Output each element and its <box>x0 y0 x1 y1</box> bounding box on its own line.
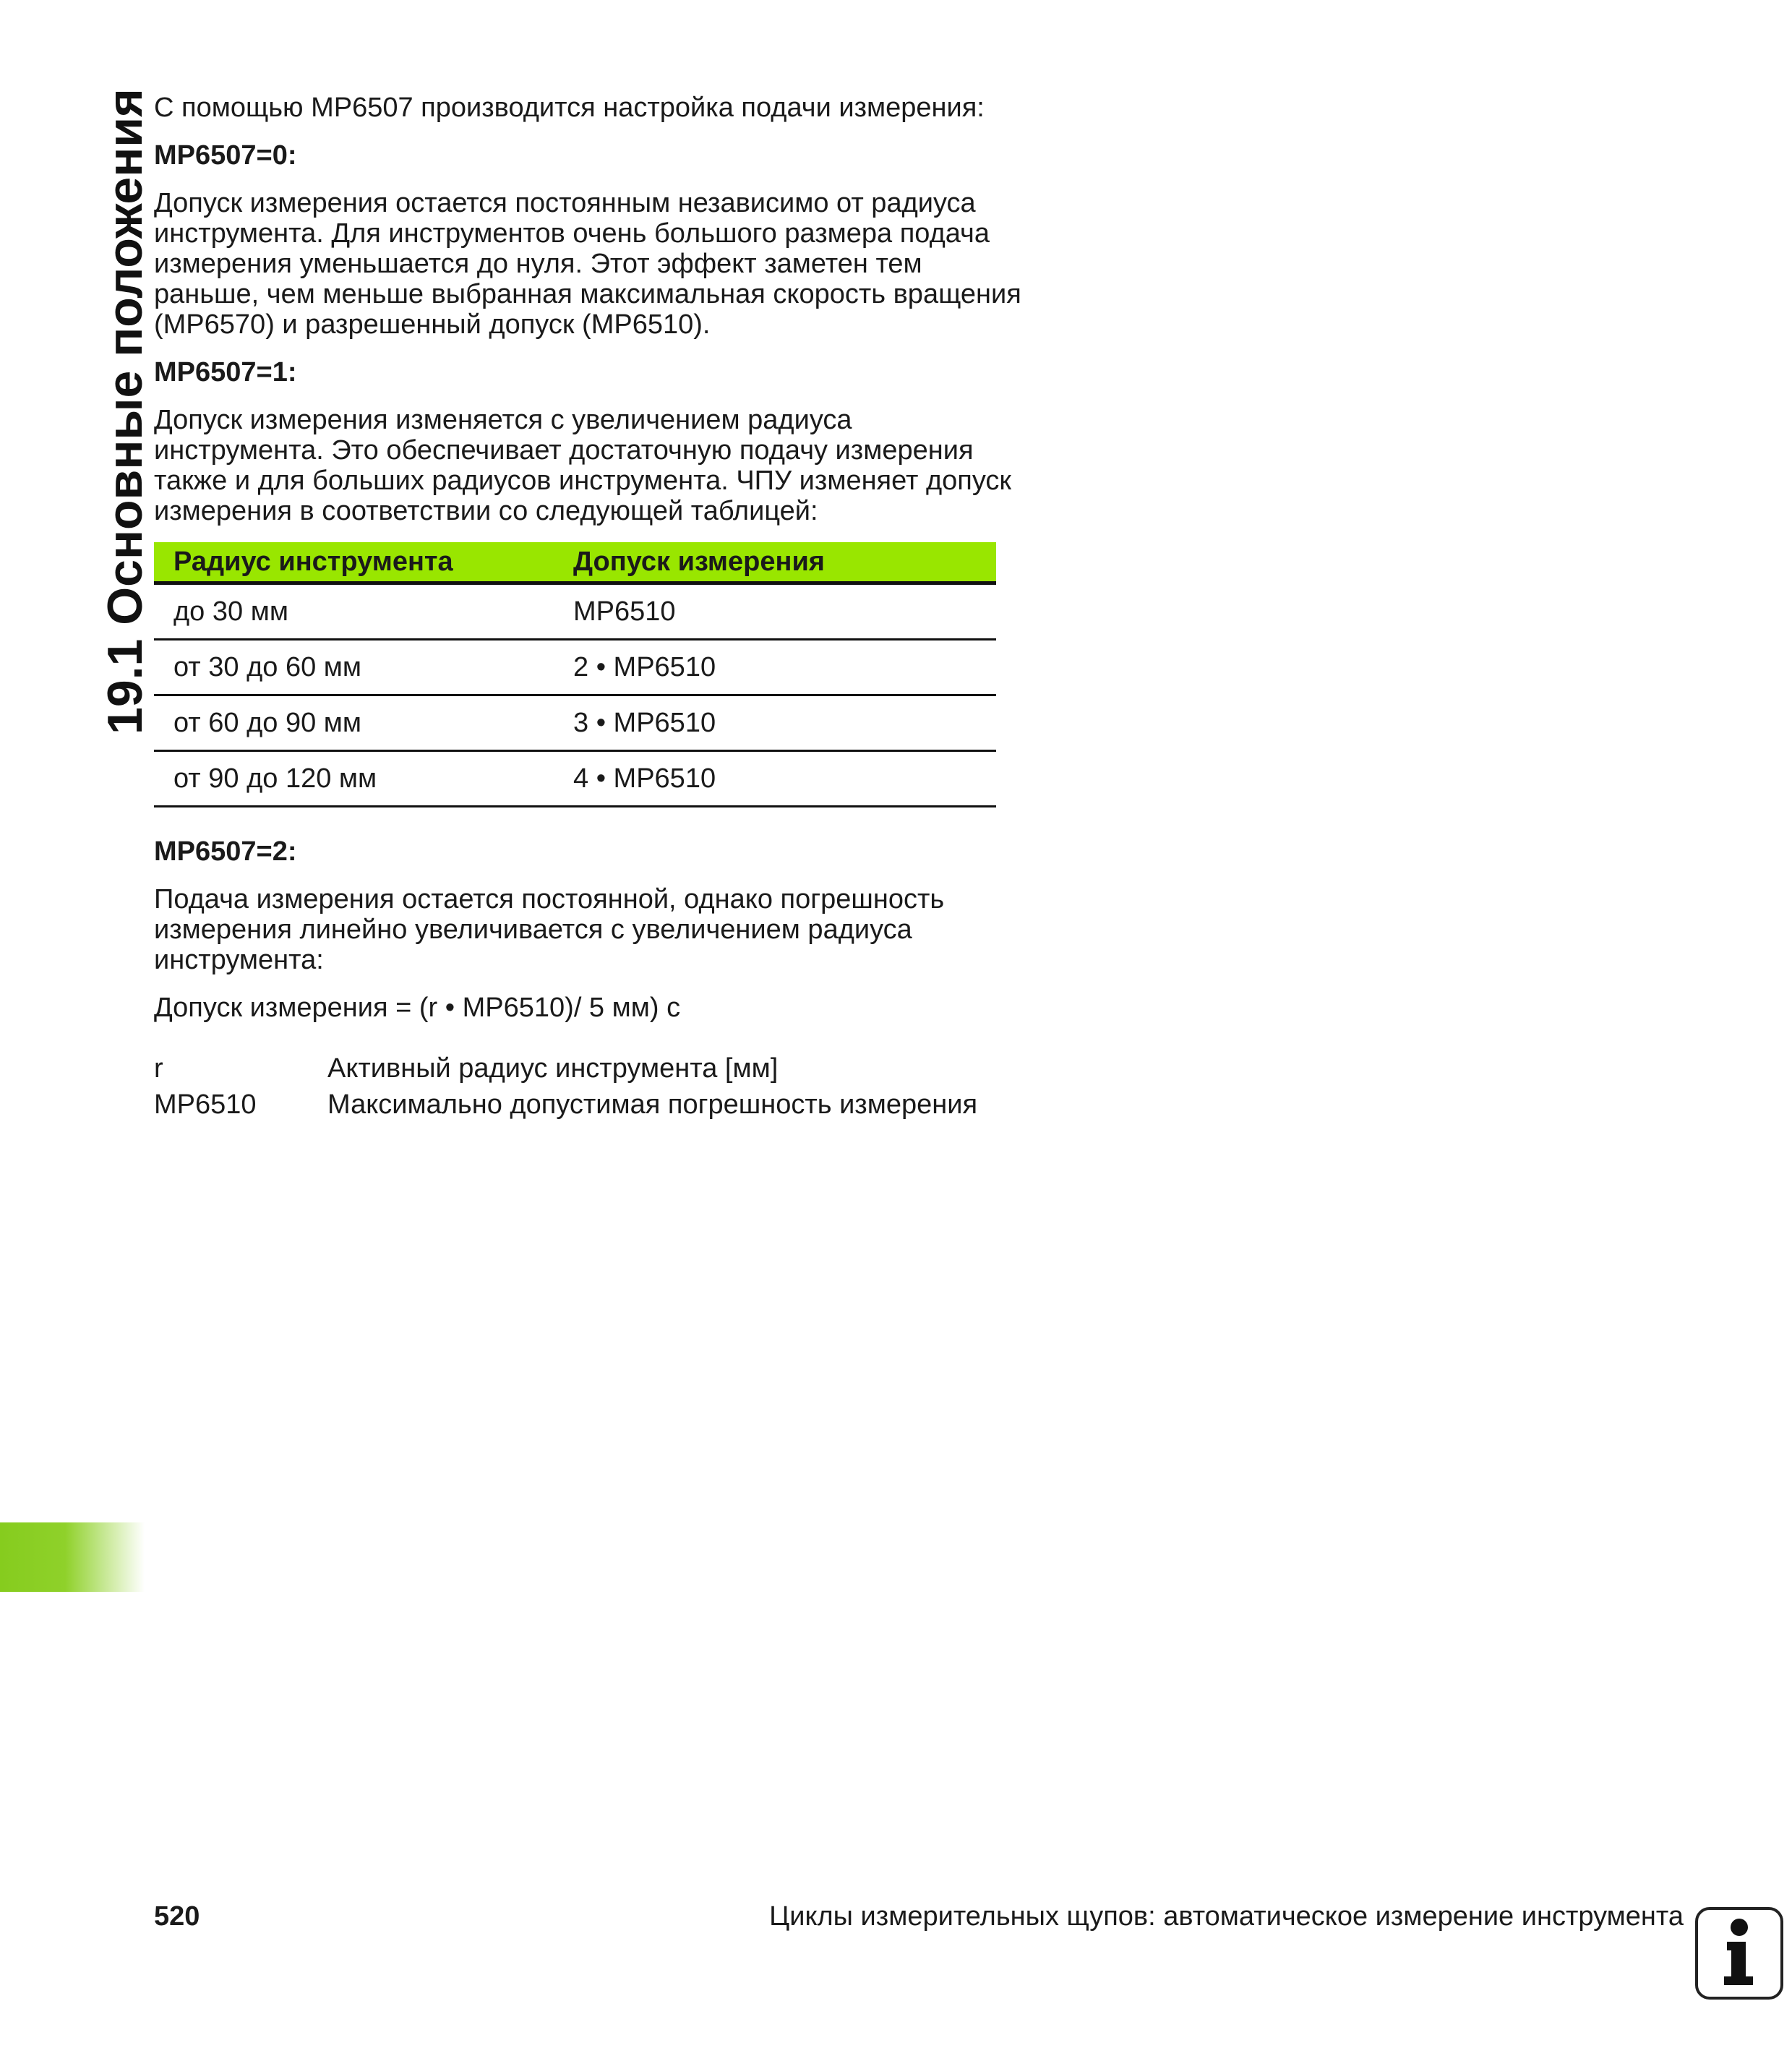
mode0-heading: MP6507=0: <box>154 140 297 171</box>
table-header-row <box>154 542 996 583</box>
mode1-heading: MP6507=1: <box>154 357 297 387</box>
column-header-tolerance: Допуск измерения <box>554 542 996 583</box>
mode0-text: Допуск измерения остается постоянным независимо от радиуса инструмента. Для инструментов очень большого размера подача измерения уменьшается до нуля. Этот эффект заметен тем раньше, чем меньше выбранная максимальная скорость вращения (MP6570) и разрешенный допуск (MP6510). <box>154 188 1021 340</box>
table-cell-tolerance: 2 • MP6510 <box>554 640 996 695</box>
mode1-text: Допуск измерения изменяется с увеличением радиуса инструмента. Это обеспечивает достаточную подачу измерения также и для больших радиусов инструмента. ЧПУ изменяет допуск измерения в соответствии со следующей таблицей: <box>154 405 1012 526</box>
table-cell-radius: до 30 мм <box>154 583 554 640</box>
column-header-radius: Радиус инструмента <box>154 542 554 583</box>
legend-row <box>154 1050 1021 1087</box>
section-title: 19.1 Основные положения <box>98 88 153 734</box>
legend-symbol: r <box>154 1053 163 1084</box>
page-content <box>154 93 1021 1123</box>
table-cell-radius: от 30 до 60 мм <box>154 640 554 695</box>
table-cell-radius: от 90 до 120 мм <box>154 751 554 807</box>
info-icon <box>1695 1907 1783 2000</box>
table-row <box>154 640 996 695</box>
table-cell-tolerance: 4 • MP6510 <box>554 751 996 807</box>
table-cell-tolerance: 3 • MP6510 <box>554 695 996 751</box>
tolerance-formula: Допуск измерения = (r • MP6510)/ 5 мм) с <box>154 993 681 1023</box>
chapter-tab-marker <box>0 1522 145 1592</box>
tolerance-table <box>154 542 996 807</box>
mode2-heading: MP6507=2: <box>154 836 297 867</box>
legend-symbol: MP6510 <box>154 1089 257 1120</box>
formula-legend <box>154 1050 1021 1123</box>
mode2-text: Подача измерения остается постоянной, однако погрешность измерения линейно увеличивается с увеличением радиуса инструмента: <box>154 884 945 975</box>
table-row <box>154 583 996 640</box>
legend-row <box>154 1087 1021 1123</box>
intro-text: С помощью MP6507 производится настройка подачи измерения: <box>154 93 985 123</box>
table-row <box>154 751 996 807</box>
table-row <box>154 695 996 751</box>
page-number: 520 <box>154 1901 200 1932</box>
table-cell-radius: от 60 до 90 мм <box>154 695 554 751</box>
table-cell-tolerance: MP6510 <box>554 583 996 640</box>
legend-description: Максимально допустимая погрешность измерения <box>327 1089 978 1120</box>
info-glyph <box>1698 1910 1780 1997</box>
legend-description: Активный радиус инструмента [мм] <box>327 1053 779 1084</box>
footer-chapter-title: Циклы измерительных щупов: автоматическое измерение инструмента <box>769 1901 1684 1932</box>
